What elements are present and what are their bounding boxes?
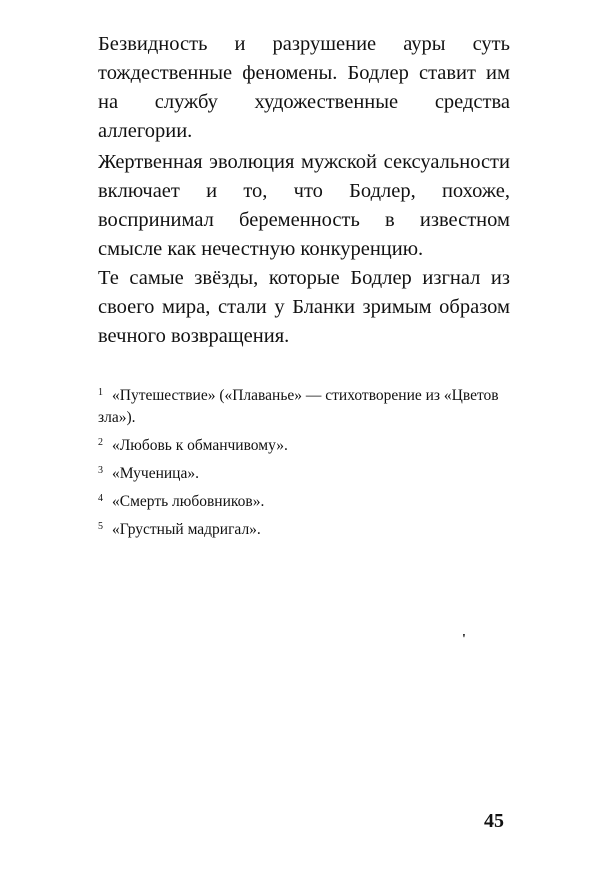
footnote (98, 488, 510, 513)
footnote-text: «Мученица». (112, 465, 199, 482)
footnote (98, 460, 510, 485)
footnotes-list (98, 382, 510, 544)
footnote (98, 432, 510, 457)
footnote-text: «Смерть любовников». (112, 493, 265, 510)
footnote-marker: 4 (98, 493, 103, 504)
page-number: 45 (484, 810, 504, 832)
footnote-marker: 3 (98, 465, 103, 476)
footnote-text: «Путешествие» («Плаванье» — стихотворение из «Цветов зла»). (98, 387, 499, 426)
paragraph-1: Безвидность и разрушение ауры суть тождественные феномены. Бодлер ставит им на службу художественные средства аллегории. (98, 33, 510, 142)
stray-mark: ' (462, 632, 466, 647)
footnote (98, 516, 510, 541)
paragraph-3: Те самые звёзды, которые Бодлер изгнал из своего мира, стали у Бланки зримым образом вечного возвращения. (98, 267, 510, 347)
footnote-marker: 2 (98, 437, 103, 448)
paragraph-2: Жертвенная эволюция мужской сексуальности включает и то, что Бодлер, похоже, воспринимал беременность в известном смысле как нечестную конкуренцию. (98, 151, 510, 260)
footnote (98, 382, 510, 429)
footnote-marker: 5 (98, 521, 103, 532)
footnote-text: «Любовь к обманчивому». (112, 437, 288, 454)
footnote-marker: 1 (98, 387, 103, 398)
footnote-text: «Грустный мадригал». (112, 521, 261, 538)
